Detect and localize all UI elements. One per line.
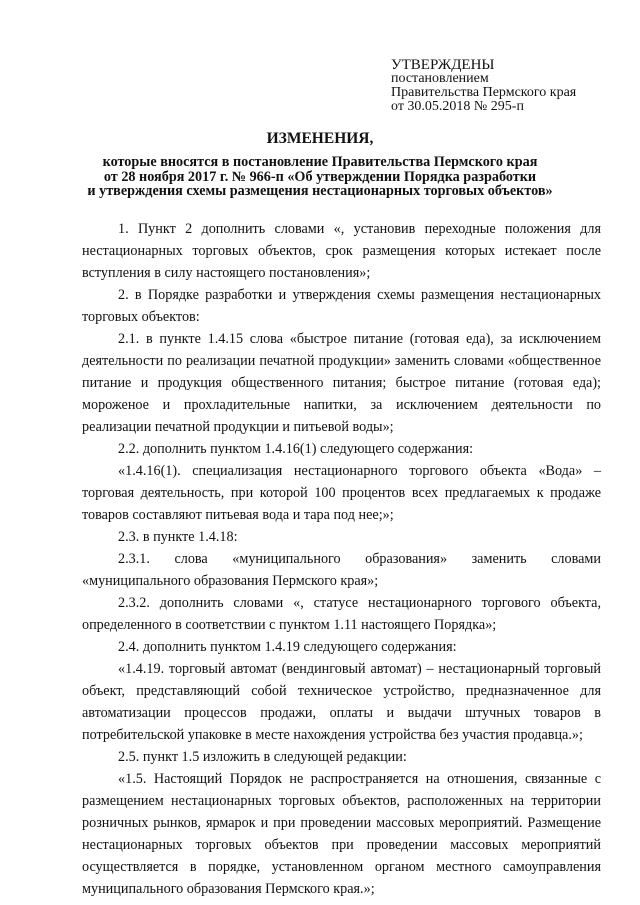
document-subtitle	[40, 155, 600, 199]
paragraph: «1.5. Настоящий Порядок не распространяется на отношения, связанные с размещением нестационарных торговых объектов, расположенных на территории розничных рынков, ярмарок и при проведении массовых мероприятий. Размещение нестационарных торговых объектов при проведении массовых мероприятий осуществляется в порядке, установленном органом местного самоуправления муниципального образования Пермского края.»;	[82, 771, 601, 897]
approval-stamp	[391, 58, 576, 114]
paragraph: 2.3.2. дополнить словами «, статусе нестационарного торгового объекта, определенного в соответствии с пунктом 1.11 настоящего Порядка»;	[82, 595, 601, 633]
paragraph: 2.3.1. слова «муниципального образования» заменить словами «муниципального образования Пермского края»;	[82, 551, 601, 589]
subtitle-line: от 28 ноября 2017 г. № 966-п «Об утверждении Порядка разработки	[103, 168, 537, 185]
approval-line: Правительства Пермского края	[391, 85, 577, 100]
paragraph: 2.3. в пункте 1.4.18:	[118, 529, 238, 545]
approval-line: от 30.05.2018 № 295-п	[391, 99, 524, 114]
document-body	[82, 218, 601, 900]
approval-line: постановлением	[391, 71, 489, 86]
paragraph: «1.4.16(1). специализация нестационарного торгового объекта «Вода» – торговая деятельность, при которой 100 процентов всех предлагаемых к продаже товаров составляют питьевая вода и тара под нее;»;	[82, 463, 601, 523]
paragraph: «1.4.19. торговый автомат (вендинговый автомат) – нестационарный торговый объект, представляющий собой техническое устройство, предназначенное для автоматизации процессов продажи, оплаты и выдачи штучных товаров в потребительской упаковке в месте нахождения устройства без участия продавца.»;	[82, 661, 601, 743]
paragraph: 2.1. в пункте 1.4.15 слова «быстрое питание (готовая еда), за исключением деятельности по реализации печатной продукции» заменить словами «общественное питание и продукция общественного питания; быстрое питание (готовая еда); мороженое и прохладительные напитки, за исключением деятельности по реализации печатной продукции и питьевой воды»;	[82, 331, 601, 435]
paragraph: 2.4. дополнить пунктом 1.4.19 следующего содержания:	[118, 639, 457, 655]
paragraph: 2.5. пункт 1.5 изложить в следующей редакции:	[118, 749, 407, 765]
approval-heading: УТВЕРЖДЕНЫ	[391, 57, 495, 73]
subtitle-line: и утверждения схемы размещения нестационарных торговых объектов»	[87, 183, 553, 199]
subtitle-line: которые вносятся в постановление Правительства Пермского края	[102, 154, 538, 170]
paragraph: 1. Пункт 2 дополнить словами «, установив переходные положения для нестационарных торговых объектов, срок размещения которых истекает после вступления в силу настоящего постановления»;	[82, 221, 601, 281]
paragraph: 2.2. дополнить пунктом 1.4.16(1) следующего содержания:	[118, 441, 474, 457]
paragraph: 2. в Порядке разработки и утверждения схемы размещения нестационарных торговых объектов:	[82, 287, 601, 325]
document-title: ИЗМЕНЕНИЯ,	[266, 130, 374, 147]
